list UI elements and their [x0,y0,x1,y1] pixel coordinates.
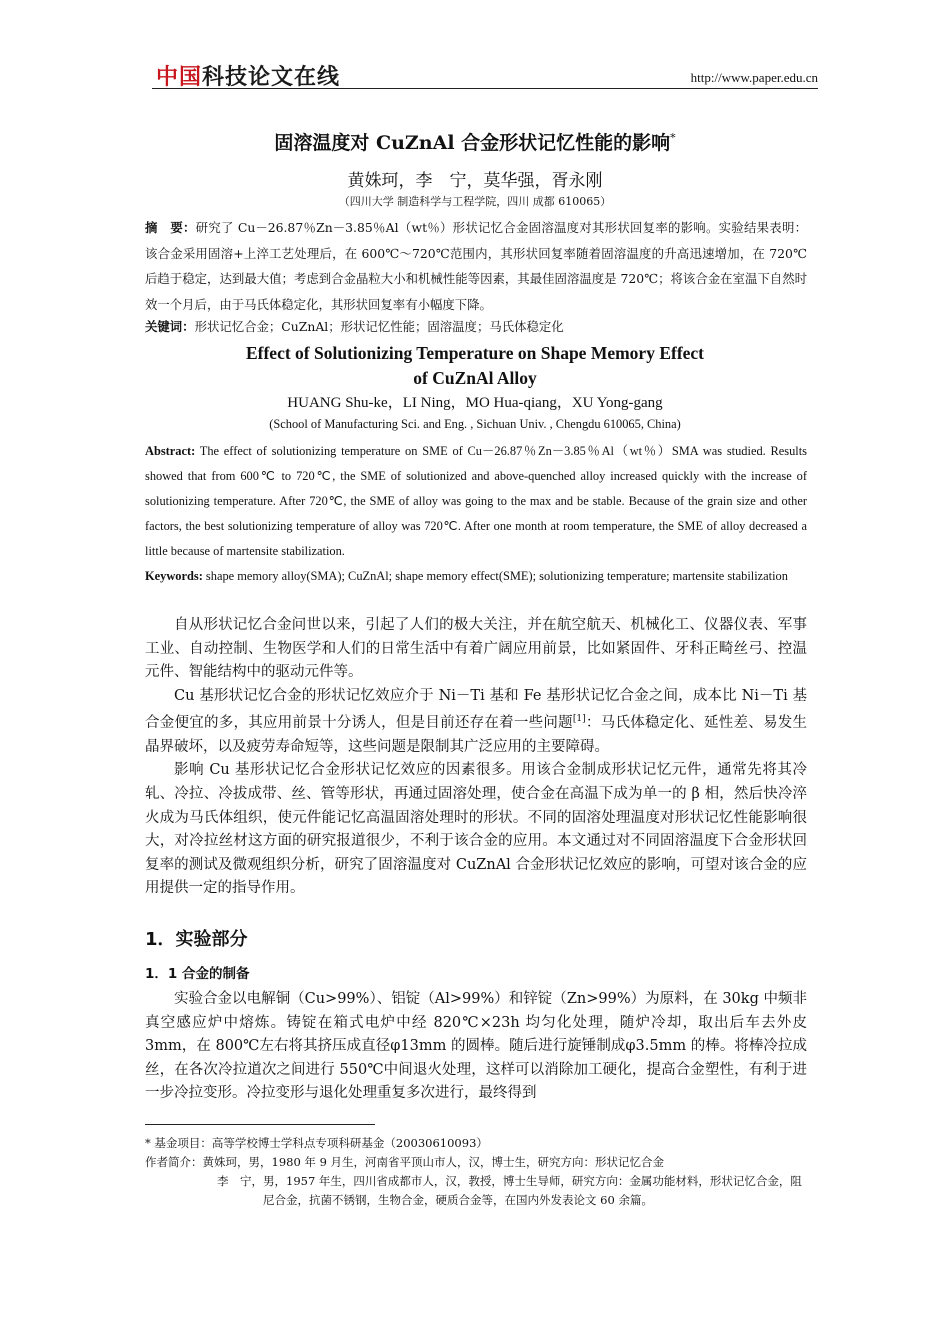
intro-p2-part-a: Cu 基形状记忆合金的形状记忆效应介于 Ni－Ti 基和 Fe 基形状记忆合金之间，成本比 Ni－Ti 基合金便宜的多，其应用前景十分诱人，但是目前还存在着一些问题 [145,687,807,732]
intro-p2-part-b: ：马氏体稳定化、延性差、易发生晶界破坏，以及疲劳寿命短等，这些问题是限制其广泛应用的主要障碍。 [145,715,808,755]
logo-red-text: 中国 [156,65,203,90]
keywords-cn [145,314,807,339]
intro-paragraph-2 [145,685,807,760]
abstract-cn-text: 研究了 Cu－26.87％Zn－3.85％Al（wt％）形状记忆合金固溶温度对其形状回复率的影响。实验结果表明：该合金采用固溶+上淬工艺处理后，在 600℃～720℃范围内，其形状回复率随着固溶温度的升高迅速增加，在 720℃后趋于稳定，达到最大值；考虑到合金晶粒大小和机械性能等因素，其最佳固溶温度是 720℃；将该合金在室温下自然时效一个月后，由于马氏体稳定化，其形状回复率有小幅度下降。 [145,220,808,312]
bio-2-name: 李 宁， [217,1174,263,1188]
journal-logo[interactable] [156,60,340,91]
affiliation-en: (School of Manufacturing Sci. and Eng. , Sichuan Univ. , Chengdu 610065, China) [269,417,681,431]
abstract-cn [145,215,807,317]
keywords-en [145,564,807,589]
logo-black-text: 科技论文在线 [202,65,341,90]
abstract-en-label: Abstract: [145,444,196,458]
footnotes [145,1134,807,1210]
page-header [152,58,818,89]
introduction [145,614,807,901]
paper-title-en [0,341,950,391]
affiliation-cn: （四川大学 制造科学与工程学院，四川 成都 610065） [338,195,612,208]
section-heading-1: 1．实验部分 [145,929,248,950]
footnote-fund: * 基金项目：高等学校博士学科点专项科研基金（20030610093） [145,1136,488,1150]
keywords-cn-text: 形状记忆合金；CuZnAl；形状记忆性能；固溶温度；马氏体稳定化 [194,319,564,334]
intro-paragraph-1: 自从形状记忆合金问世以来，引起了人们的极大关注，并在航空航天、机械化工、仪器仪表、军事工业、自动控制、生物医学和人们的日常生活中有着广阔应用前景，比如紧固件、牙科正畸丝弓、控温元件、智能结构中的驱动元件等。 [145,617,807,681]
section-1-1-body [145,988,807,1106]
bio-1-text: 黄姝珂，男，1980 年 9 月生，河南省平顶山市人，汉，博士生，研究方向：形状记忆合金 [202,1155,665,1169]
keywords-cn-label: 关键词： [145,319,195,334]
authors-cn: 黄姝珂，李 宁，莫华强，胥永刚 [347,171,603,191]
intro-paragraph-3: 影响 Cu 基形状记忆合金形状记忆效应的因素很多。用该合金制成形状记忆元件，通常先将其冷轧、冷拉、冷拔成带、丝、管等形状，再通过固溶处理，使合金在高温下成为单一的 β 相，然后快冷淬火成为马氏体组织，使元件能记忆高温固溶处理时的形状。不同的固溶处理温度对形状记忆性能影响很大，对冷拉丝材这方面的研究报道很少，不利于该合金的应用。本文通过对不同固溶温度下合金形状回复率的测试及微观组织分析，研究了固溶温度对 CuZnAl 合金形状记忆效应的影响，可望对该合金的应用提供一定的指导作用。 [145,762,807,897]
bio-2-text: 男，1957 年生，四川省成都市人，汉，教授，博士生导师，研究方向：金属功能材料，形状记忆合金，阻尼合金，抗菌不锈钢，生物合金，硬质合金等，在国内外发表论文 60 余篇。 [263,1174,802,1207]
authors-en: HUANG Shu-ke，LI Ning，MO Hua-qiang，XU Yong-gang [287,395,663,411]
keywords-en-label: Keywords: [145,569,203,583]
citation-ref-1[interactable]: [1] [572,714,586,725]
title-text: 固溶温度对 CuZnAl 合金形状记忆性能的影响 [274,132,671,154]
footnote-bio-1 [145,1153,807,1172]
bio-label: 作者简介： [145,1155,203,1169]
header-url[interactable]: http://www.paper.edu.cn [690,70,818,85]
title-en-line2: of CuZnAl Alloy [413,368,537,388]
footnote-bio-2 [145,1172,807,1210]
title-footnote-mark: * [670,131,676,145]
title-en-line1: Effect of Solutionizing Temperature on Shape Memory Effect [245,343,705,363]
subsection-heading-1-1: 1．1 合金的制备 [145,966,250,982]
keywords-en-text: shape memory alloy(SMA); CuZnAl; shape memory effect(SME); solutionizing temperature; martensite stabilization [202,569,788,583]
abstract-cn-label: 摘 要： [145,220,196,235]
footnote-divider [145,1124,375,1125]
paper-title-cn [0,128,950,155]
abstract-en [145,439,807,564]
abstract-en-text: The effect of solutionizing temperature on SME of Cu－26.87％Zn－3.85％Al（wt％）SMA was studied. Results showed that from 600℃ to 720℃, the SME of solutionized and above-quenched alloy increased quickly with the increase of solutionizing temperature. After 720℃, the SME of alloy was going to the max and be stable. Because of the grain size and other factors, the best solutionizing temperature of alloy was 720℃. After one month at room temperature, the SME of alloy decreased a little because of martensite stabilization. [145,444,807,558]
section-1-1-paragraph: 实验合金以电解铜（Cu>99%）、铝锭（Al>99%）和锌锭（Zn>99%）为原料，在 30kg 中频非真空感应炉中熔炼。铸锭在箱式电炉中经 820℃×23h 均匀化处理，随炉冷却，取出后车去外皮 3mm，在 800℃左右将其挤压成直径φ13mm 的圆棒。随后进行旋锤制成φ3.5mm 的棒。将棒冷拉成丝，在各次冷拉道次之间进行 550℃中间退火处理，这样可以消除加工硬化，提高合金塑性，有利于进一步冷拉变形。冷拉变形与退化处理重复多次进行，最终得到 [145,991,807,1102]
